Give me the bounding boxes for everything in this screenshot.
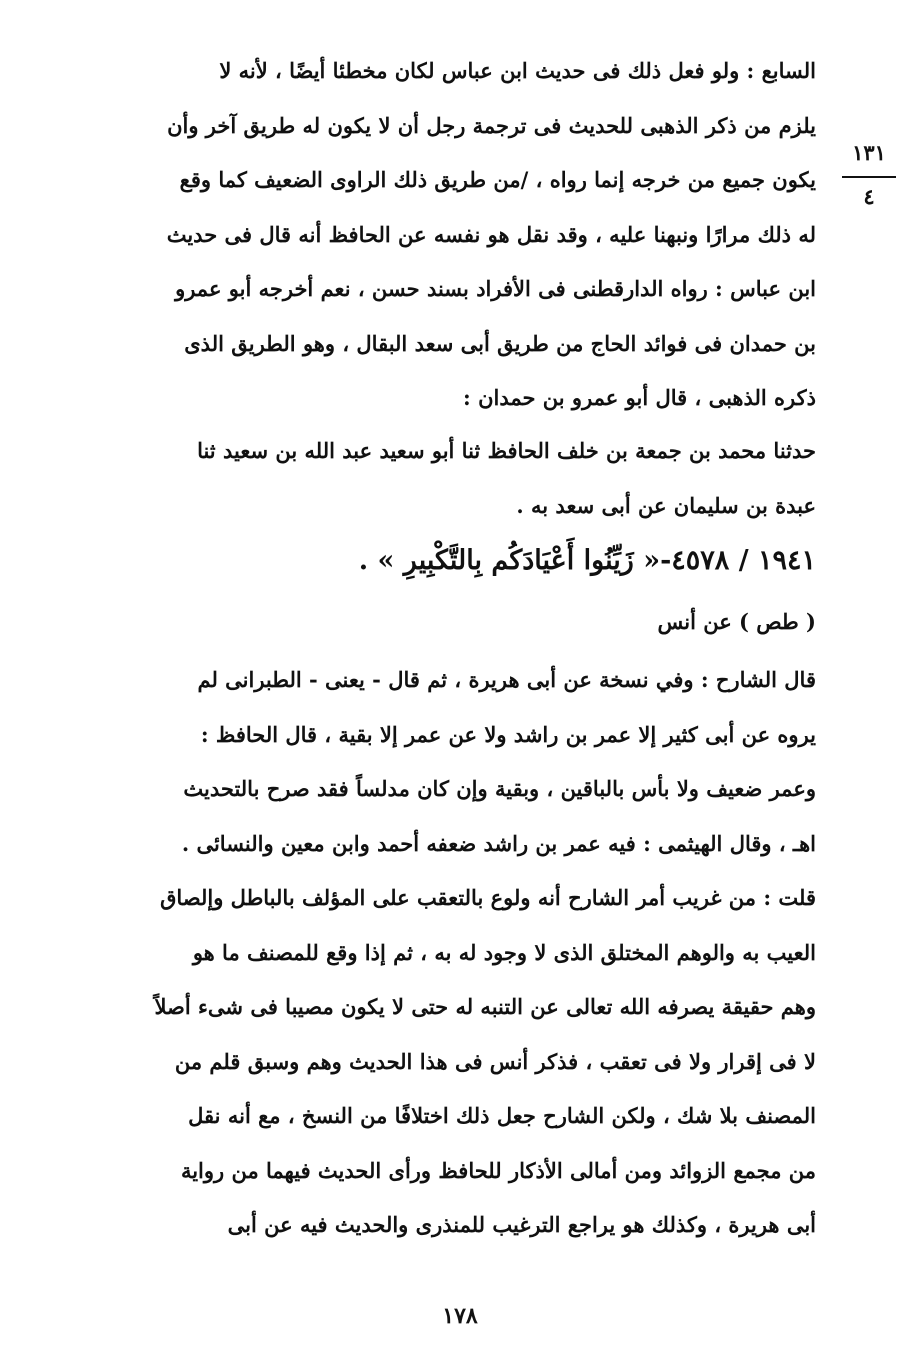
margin-reference-bottom: ٤ [863,184,875,209]
text-line: أبى هريرة ، وكذلك هو يراجع الترغيب للمنذرى والحديث فيه عن أبى [227,1212,816,1237]
text-line: عبدة بن سليمان عن أبى سعد به . [516,492,816,518]
paragraph-author-response [110,871,816,1253]
text-line: بن حمدان فى فوائد الحاج من طريق أبى سعد البقال ، وهو الطريق الذى [184,330,816,356]
text-line: ابن عباس : رواه الدارقطنى فى الأفراد بسند حسن ، نعم أخرجه أبو عمرو [175,276,816,301]
text-line: يروه عن أبى كثير إلا عمر بن راشد ولا عن عمر إلا بقية ، قال الحافظ : [200,721,816,747]
text-line: حدثنا محمد بن جمعة بن خلف الحافظ ثنا أبو سعيد عبد الله بن سعيد ثنا [197,438,816,463]
text-line: لا فى إقرار ولا فى تعقب ، فذكر أنس فى هذا الحديث وهم وسبق قلم من [174,1048,816,1074]
paragraph-commentator [110,653,816,871]
margin-reference [838,136,900,212]
text-line: المصنف بلا شك ، ولكن الشارح جعل ذلك اختلافًا من النسخ ، مع أنه نقل [188,1103,816,1128]
paragraph-seventh-point [110,44,816,426]
margin-reference-top: ١٣١ [852,140,886,165]
text-line: له ذلك مرارًا ونبهنا عليه ، وقد نقل هو نفسه عن الحافظ أنه قال فى حديث [166,221,816,247]
text-line: قال الشارح : وفي نسخة عن أبى هريرة ، ثم قال - يعنى - الطبرانى لم [197,667,816,692]
text-line: اهـ ، وقال الهيثمى : فيه عمر بن راشد ضعفه أحمد وابن معين والنسائى . [181,830,816,856]
margin-reference-divider [842,176,896,178]
text-line: وعمر ضعيف ولا بأس بالباقين ، وبقية وإن كان مدلساً فقد صرح بالتحديث [183,776,816,801]
text-line: وهم حقيقة يصرفه الله تعالى عن التنبه له حتى لا يكون مصيبا فى شىء أصلاً [154,994,816,1019]
text-line: يكون جميع من خرجه إنما رواه ، /من طريق ذلك الراوى الضعيف كما وقع [179,167,816,192]
page-number: ١٧٨ [442,1303,478,1329]
text-line: قلت : من غريب أمر الشارح أنه ولوع بالتعقب على المؤلف بالباطل وإلصاق [160,885,816,910]
paragraph-isnad [110,424,816,533]
hadith-source: ( طص ) عن أنس [657,609,816,634]
text-line: من مجمع الزوائد ومن أمالى الأذكار للحافظ ورأى الحديث فيهما من رواية [180,1157,816,1183]
text-line: ذكره الذهبى ، قال أبو عمرو بن حمدان : [463,385,816,410]
text-line: السابع : ولو فعل ذلك فى حديث ابن عباس لكان مخطئا أيضًا ، لأنه لا [219,58,816,83]
hadith-heading: ١٩٤١ / ٤٥٧٨-« زَيِّنُوا أَعْيَادَكُم بِالتَّكْبِيرِ » . [358,545,816,576]
text-line: يلزم من ذكر الذهبى للحديث فى ترجمة رجل أن لا يكون له طريق آخر وأن [167,112,816,138]
text-line: العيب به والوهم المختلق الذى لا وجود له به ، ثم إذا وقع للمصنف ما هو [192,939,816,965]
